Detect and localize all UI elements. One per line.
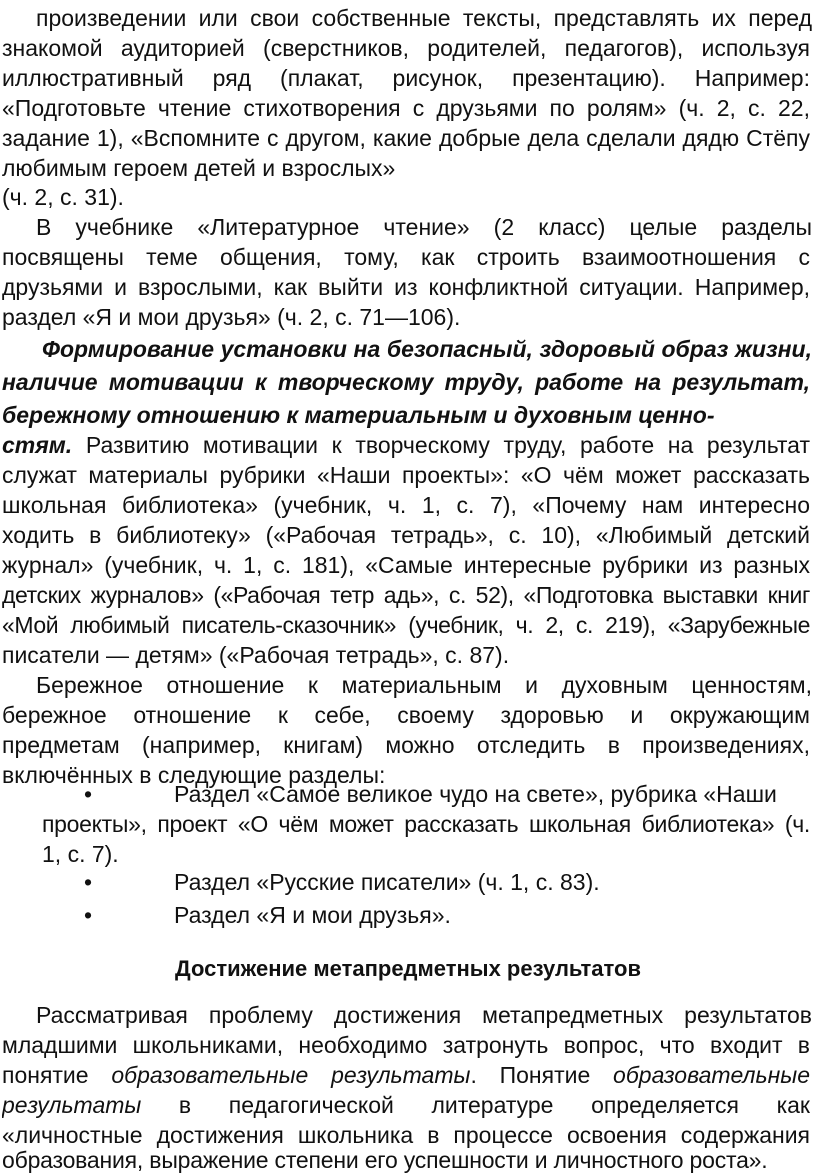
paragraph-line: включённых в следующие разделы:: [2, 762, 386, 788]
paragraph-line: [2, 1090, 810, 1120]
paragraph-line: задание 1), «Вспомните с другом, какие добрые дела сделали дядю Стёпу: [2, 125, 810, 151]
list-item: Раздел «Русские писатели» (ч. 1, с. 83).: [174, 869, 600, 895]
bullet-marker: •: [84, 869, 93, 895]
paragraph-line: Бережное отношение к материальным и духовным ценностям,: [36, 672, 812, 698]
subsection-heading-line: наличие мотивации к творческому труду, работе на результат,: [2, 369, 810, 395]
paragraph-line: журнал» (учебник, ч. 1, с. 181), «Самые интересные рубрики из разных: [2, 552, 810, 578]
paragraph-line: друзьями и взрослыми, как выйти из конфликтной ситуации. Например,: [2, 274, 810, 300]
italic-term: образовательные результаты: [111, 1062, 471, 1088]
paragraph-text: в педагогической литературе определяется как: [141, 1092, 810, 1118]
list-item: Раздел «Я и мои друзья».: [174, 902, 451, 928]
paragraph-line: младшими школьниками, необходимо затронуть вопрос, что входит в: [2, 1032, 810, 1058]
paragraph-line: В учебнике «Литературное чтение» (2 класс) целые разделы: [36, 214, 812, 240]
paragraph-line: «Мой любимый писатель-сказочник» (учебник, ч. 2, с. 219), «Зарубежные: [2, 612, 810, 638]
subsection-heading-line: бережному отношению к материальным и духовным ценно-: [2, 402, 715, 428]
paragraph-line: [2, 430, 810, 460]
paragraph-line: раздел «Я и мои друзья» (ч. 2, с. 71—106).: [2, 304, 461, 330]
paragraph-line: детских журналов» («Рабочая тетр адь», с. 52), «Подготовка выставки книг: [2, 582, 810, 608]
paragraph-line: [2, 1060, 810, 1090]
list-item-continuation: 1, с. 7).: [42, 841, 119, 867]
paragraph-text: Развитию мотивации к творческому труду, работе на результат: [72, 432, 810, 458]
italic-term: образовательные: [613, 1062, 810, 1088]
paragraph-line: любимым героем детей и взрослых»: [2, 155, 396, 181]
paragraph-line: (ч. 2, с. 31).: [2, 184, 124, 210]
paragraph-line: предметам (например, книгам) можно отследить в произведениях,: [2, 732, 810, 758]
paragraph-text: . Понятие: [470, 1062, 614, 1088]
italic-term: результаты: [2, 1092, 142, 1118]
paragraph-line: «Подготовьте чтение стихотворения с друзьями по ролям» (ч. 2, с. 22,: [2, 95, 810, 121]
bullet-marker: •: [84, 781, 93, 807]
paragraph-line: образования, выражение степени его успешности и личностного роста».: [2, 1147, 768, 1173]
paragraph-text: понятие: [2, 1062, 112, 1088]
paragraph-line: иллюстративный ряд (плакат, рисунок, презентацию). Например:: [2, 65, 810, 91]
section-heading: Достижение метапредметных результатов: [175, 956, 641, 981]
list-item-continuation: проекты», проект «О чём может рассказать школьная библиотека» (ч.: [42, 811, 810, 837]
paragraph-line: «личностные достижения школьника в процессе освоения содержания: [2, 1122, 810, 1148]
list-item: Раздел «Самое великое чудо на свете», рубрика «Наши: [174, 781, 777, 807]
subsection-heading-line: Формирование установки на безопасный, здоровый образ жизни,: [42, 336, 812, 362]
paragraph-line: ходить в библиотеку» («Рабочая тетрадь», с. 10), «Любимый детский: [2, 522, 810, 548]
paragraph-line: посвящены теме общения, тому, как строить взаимоотношения с: [2, 244, 810, 270]
paragraph-line: школьная библиотека» (учебник, ч. 1, с. 7), «Почему нам интересно: [2, 492, 810, 518]
paragraph-line: служат материалы рубрики «Наши проекты»: «О чём может рассказать: [2, 462, 810, 488]
paragraph-line: Рассматривая проблему достижения метапредметных результатов: [36, 1002, 812, 1028]
paragraph-line: знакомой аудиторией (сверстников, родителей, педагогов), используя: [2, 35, 810, 61]
paragraph-line: бережное отношение к себе, своему здоровью и окружающим: [2, 702, 810, 728]
paragraph-line: произведении или свои собственные тексты, представлять их перед: [36, 5, 812, 31]
subsection-heading-end: стям.: [2, 432, 73, 458]
bullet-marker: •: [84, 902, 93, 928]
paragraph-line: писатели — детям» («Рабочая тетрадь», с. 87).: [2, 642, 510, 668]
